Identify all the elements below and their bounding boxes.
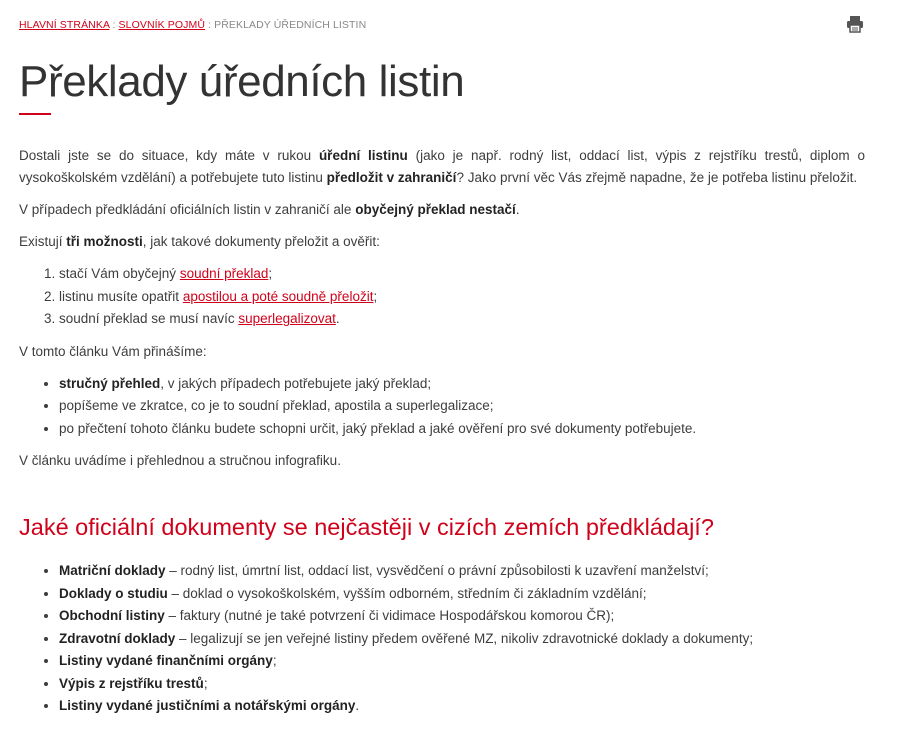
list-item: [59, 373, 865, 396]
list-item-text: – doklad o vysokoškolském, vyšším odborném, středním či základním vzdělání;: [167, 585, 647, 601]
list-item-bold: Obchodní listiny: [59, 608, 165, 623]
paragraph-bold: tři možnosti: [66, 234, 143, 249]
bring-list: [19, 373, 865, 441]
intro-text: (jako je např. rodný list, oddací list, výpis z rejstříku trestů, diplom o vysokoškolském vzdělání) a potřebujete tuto listinu: [19, 148, 865, 185]
list-item-text: , v jakých případech potřebujete jaký překlad;: [160, 375, 432, 391]
list-item-text: soudní překlad se musí navíc: [59, 311, 239, 326]
list-item-bold: Zdravotní doklady: [59, 630, 176, 646]
list-item: [59, 560, 865, 583]
breadcrumb-glossary-link[interactable]: SLOVNÍK POJMŮ: [118, 19, 206, 31]
page-title: Překlady úředních listin: [19, 57, 465, 106]
options-list: [19, 263, 865, 331]
list-item-text: – rodný list, úmrtní list, oddací list, vysvědčení o právní způsobilosti k uzavření manželství;: [165, 563, 709, 578]
list-item-bold: Doklady o studiu: [59, 585, 168, 601]
documents-list: [19, 560, 865, 718]
paragraph-not-enough: [19, 199, 865, 221]
list-item-text: popíšeme ve zkratce, co je to soudní překlad, apostila a superlegalizace;: [59, 398, 494, 413]
breadcrumb-home-link[interactable]: HLAVNÍ STRÁNKA: [19, 19, 110, 31]
printer-icon[interactable]: [846, 15, 864, 33]
list-item: [59, 286, 865, 309]
link-superlegalization[interactable]: superlegalizovat: [238, 311, 336, 326]
list-item-text: po přečtení tohoto článku budete schopni určit, jaký překlad a jaké ověření pro své dokumenty potřebujete.: [59, 420, 697, 436]
list-item-text: ;: [268, 266, 273, 281]
section-heading: Jaké oficiální dokumenty se nejčastěji v cizích zemích předkládají?: [19, 514, 714, 540]
list-item: [59, 308, 865, 331]
list-item: [59, 628, 865, 651]
list-item: [59, 418, 865, 441]
paragraph-we-bring: V tomto článku Vám přinášíme:: [19, 343, 207, 359]
list-item: [59, 695, 865, 718]
list-item: [59, 605, 865, 628]
list-item-text: .: [335, 311, 340, 326]
paragraph-three-options: [19, 231, 865, 253]
paragraph-infographic: V článku uvádíme i přehlednou a stručnou infografiku.: [19, 453, 341, 468]
link-apostille[interactable]: apostilou a poté soudně přeložit: [182, 288, 374, 304]
list-item-bold: Matriční doklady: [59, 563, 166, 578]
intro-text: ? Jako první věc Vás zřejmě napadne, že je potřeba listinu přeložit.: [456, 170, 858, 185]
list-item-bold: stručný přehled: [59, 375, 161, 391]
list-item-text: listinu musíte opatřit: [59, 288, 183, 304]
intro-bold-submit-abroad: předložit v zahraničí: [326, 170, 457, 185]
printer-icon-graphic: [846, 15, 864, 33]
paragraph-text: .: [515, 202, 520, 217]
paragraph-bold: obyčejný překlad nestačí: [355, 202, 516, 217]
list-item-text: – legalizují se jen veřejné listiny předem ověřené MZ, nikoliv zdravotnické doklady a dokumenty;: [175, 630, 754, 646]
paragraph-text: Existují: [19, 234, 67, 249]
title-underline: [19, 113, 51, 115]
list-item-text: ;: [203, 675, 208, 691]
intro-text: Dostali jste se do situace, kdy máte v rukou: [19, 148, 319, 163]
list-item-bold: Výpis z rejstříku trestů: [59, 675, 204, 691]
list-item: [59, 650, 865, 673]
list-item-text: .: [355, 698, 360, 713]
breadcrumb-separator: :: [109, 19, 119, 31]
intro-paragraph: [19, 145, 865, 189]
breadcrumb-current: PŘEKLADY ÚŘEDNÍCH LISTIN: [214, 19, 367, 31]
list-item: [59, 395, 865, 418]
paragraph-text: V případech předkládání oficiálních listin v zahraničí ale: [19, 202, 356, 217]
article-body: [19, 145, 865, 728]
link-court-translation[interactable]: soudní překlad: [179, 266, 269, 281]
intro-bold-official-document: úřední listinu: [318, 148, 408, 163]
list-item: [59, 673, 865, 696]
breadcrumb-separator: :: [205, 19, 215, 31]
list-item-text: stačí Vám obyčejný: [59, 266, 180, 281]
list-item-text: ;: [272, 653, 277, 668]
list-item: [59, 263, 865, 286]
list-item-bold: Listiny vydané justičními a notářskými orgány: [59, 698, 356, 713]
list-item: [59, 583, 865, 606]
list-item-text: – faktury (nutné je také potvrzení či vidimace Hospodářskou komorou ČR);: [164, 608, 615, 623]
paragraph-text: , jak takové dokumenty přeložit a ověřit:: [142, 234, 380, 249]
list-item-text: ;: [373, 288, 378, 304]
breadcrumb: [19, 19, 366, 31]
list-item-bold: Listiny vydané finančními orgány: [59, 653, 273, 668]
